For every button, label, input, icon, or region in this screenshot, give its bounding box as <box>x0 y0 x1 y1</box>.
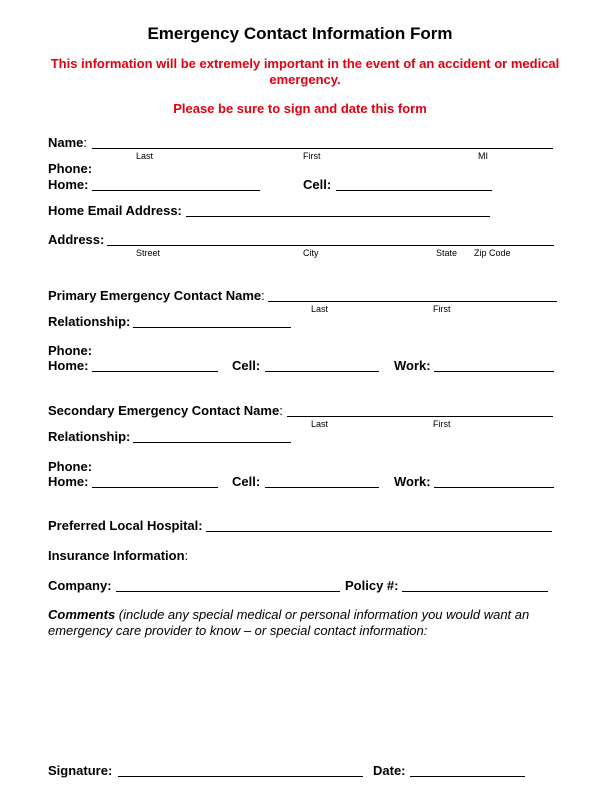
primary-phone-label: Phone: <box>48 343 93 358</box>
name-sub-first: First <box>303 151 321 161</box>
secondary-work-label: Work: <box>394 474 431 489</box>
signature-label: Signature: <box>48 763 113 778</box>
company-label: Company: <box>48 578 112 593</box>
secondary-relationship-input[interactable] <box>133 442 291 443</box>
primary-relationship-input[interactable] <box>133 327 291 328</box>
primary-cell-input[interactable] <box>265 371 379 372</box>
name-sub-mi: MI <box>478 151 488 161</box>
primary-contact-input[interactable] <box>268 301 557 302</box>
primary-cell-label: Cell: <box>232 358 261 373</box>
primary-home-label: Home: <box>48 358 89 373</box>
sign-date-notice: Please be sure to sign and date this form <box>173 101 427 116</box>
primary-sub-last: Last <box>311 304 329 314</box>
address-sub-zip: Zip Code <box>474 248 511 258</box>
comments-area[interactable] <box>48 645 558 750</box>
primary-relationship-label: Relationship: <box>48 314 131 329</box>
secondary-cell-label: Cell: <box>232 474 261 489</box>
home-label: Home: <box>48 177 89 192</box>
primary-sub-first: First <box>433 304 451 314</box>
cell-label: Cell: <box>303 177 332 192</box>
address-sub-street: Street <box>136 248 161 258</box>
comments-text: Comments (include any special medical or personal information you would want an emergency care provider to know – or special contact information: <box>48 607 530 638</box>
secondary-phone-label: Phone: <box>48 459 93 474</box>
policy-input[interactable] <box>402 591 548 592</box>
secondary-contact-input[interactable] <box>287 416 553 417</box>
secondary-relationship-label: Relationship: <box>48 429 131 444</box>
primary-contact-label: Primary Emergency Contact Name: <box>48 288 265 303</box>
name-input[interactable] <box>92 148 553 149</box>
secondary-home-label: Home: <box>48 474 89 489</box>
date-label: Date: <box>373 763 406 778</box>
secondary-sub-first: First <box>433 419 451 429</box>
address-input[interactable] <box>107 245 554 246</box>
form-title: Emergency Contact Information Form <box>147 24 453 43</box>
address-sub-state: State <box>436 248 458 258</box>
insurance-label: Insurance Information: <box>48 548 189 563</box>
primary-work-label: Work: <box>394 358 431 373</box>
secondary-contact-label: Secondary Emergency Contact Name: <box>48 403 283 418</box>
address-sub-city: City <box>303 248 319 258</box>
secondary-work-input[interactable] <box>434 487 554 488</box>
email-input[interactable] <box>186 216 490 217</box>
hospital-input[interactable] <box>206 531 552 532</box>
secondary-sub-last: Last <box>311 419 329 429</box>
company-input[interactable] <box>116 591 340 592</box>
hospital-label: Preferred Local Hospital: <box>48 518 203 533</box>
primary-work-input[interactable] <box>434 371 554 372</box>
name-sub-last: Last <box>136 151 154 161</box>
home-phone-input[interactable] <box>92 190 260 191</box>
signature-input[interactable] <box>118 776 363 777</box>
phone-label: Phone: <box>48 161 93 176</box>
address-label: Address: <box>48 232 105 247</box>
cell-phone-input[interactable] <box>336 190 492 191</box>
important-notice: This information will be extremely important in the event of an accident or medical emergency. <box>50 56 560 87</box>
date-input[interactable] <box>410 776 525 777</box>
policy-label: Policy #: <box>345 578 399 593</box>
secondary-home-input[interactable] <box>92 487 218 488</box>
primary-home-input[interactable] <box>92 371 218 372</box>
secondary-cell-input[interactable] <box>265 487 379 488</box>
name-label: Name: <box>48 135 88 150</box>
email-label: Home Email Address: <box>48 203 182 218</box>
